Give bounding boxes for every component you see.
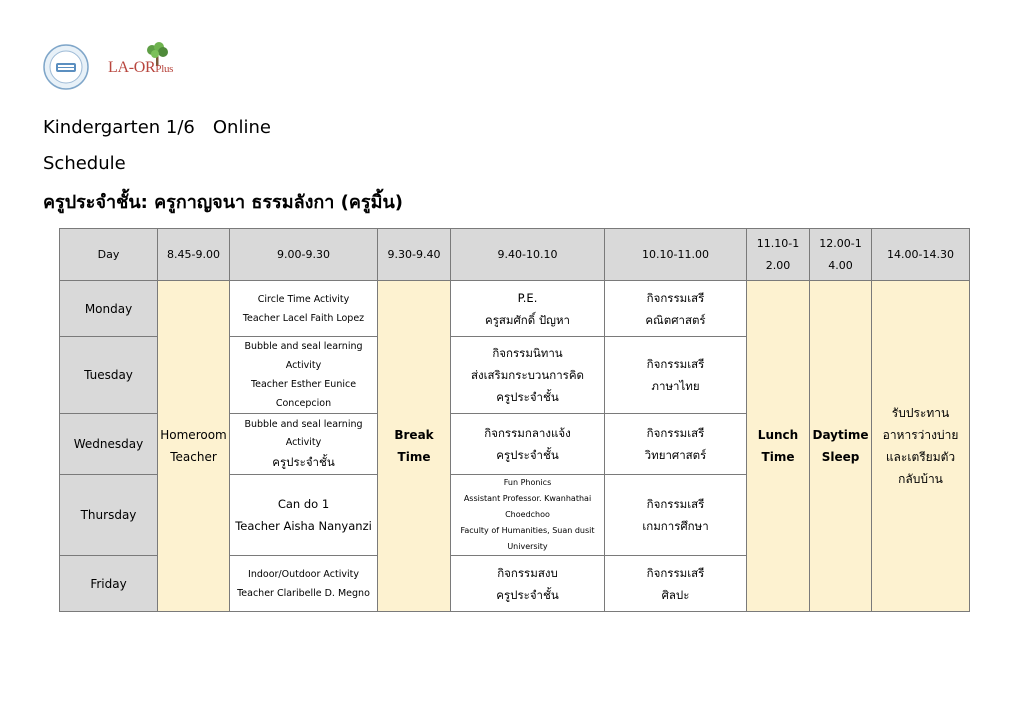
col-header-0845: 8.45-9.00 (158, 229, 230, 281)
col-header-0940: 9.40-10.10 (451, 229, 605, 281)
wednesday-0900: Bubble and seal learning Activity ครูประจำชั้น (230, 414, 378, 475)
col-header-0900: 9.00-9.30 (230, 229, 378, 281)
sleep-cell: Daytime Sleep (810, 281, 872, 612)
day-wednesday: Wednesday (60, 414, 158, 475)
friday-1010: กิจกรรมเสรี ศิลปะ (605, 556, 747, 612)
school-seal-logo (43, 44, 89, 90)
col-header-0930: 9.30-9.40 (378, 229, 451, 281)
lunch-cell: Lunch Time (747, 281, 810, 612)
monday-0940: P.E. ครูสมศักดิ์ ปัญหา (451, 281, 605, 337)
schedule-title: Schedule (43, 153, 126, 174)
day-monday: Monday (60, 281, 158, 337)
snack-cell: รับประทาน อาหารว่างบ่าย และเตรียมตัว กลับบ้าน (872, 281, 970, 612)
thursday-1010: กิจกรรมเสรี เกมการศึกษา (605, 475, 747, 556)
col-header-1200: 12.00-14.00 (810, 229, 872, 281)
day-tuesday: Tuesday (60, 337, 158, 414)
day-thursday: Thursday (60, 475, 158, 556)
class-mode: Online (212, 117, 271, 138)
monday-1010: กิจกรรมเสรี คณิตศาสตร์ (605, 281, 747, 337)
la-or-plus-logo (108, 42, 188, 82)
brand-text: LA-ORPlus (108, 59, 174, 76)
wednesday-0940: กิจกรรมกลางแจ้ง ครูประจำชั้น (451, 414, 605, 475)
friday-0900: Indoor/Outdoor Activity Teacher Claribelle D. Megno (230, 556, 378, 612)
col-header-1400: 14.00-14.30 (872, 229, 970, 281)
col-header-1010: 10.10-11.00 (605, 229, 747, 281)
tuesday-0940: กิจกรรมนิทาน ส่งเสริมกระบวนการคิด ครูประจำชั้น (451, 337, 605, 414)
day-friday: Friday (60, 556, 158, 612)
monday-0900: Circle Time Activity Teacher Lacel Faith Lopez (230, 281, 378, 337)
tuesday-0900: Bubble and seal learning Activity Teacher Esther Eunice Concepcion (230, 337, 378, 414)
header-row (60, 229, 970, 281)
thursday-0940: Fun Phonics Assistant Professor. Kwanhathai Choedchoo Faculty of Humanities, Suan dusit University (451, 475, 605, 556)
homeroom-cell: Homeroom Teacher (158, 281, 230, 612)
col-header-1110: 11.10-12.00 (747, 229, 810, 281)
schedule-table (59, 228, 970, 612)
friday-0940: กิจกรรมสงบ ครูประจำชั้น (451, 556, 605, 612)
homeroom-teacher-title: ครูประจำชั้น: ครูกาญจนา ธรรมลังกา (ครูมิ้น) (43, 192, 403, 213)
break-cell: Break Time (378, 281, 451, 612)
row-monday (60, 281, 970, 337)
tuesday-1010: กิจกรรมเสรี ภาษาไทย (605, 337, 747, 414)
wednesday-1010: กิจกรรมเสรี วิทยาศาสตร์ (605, 414, 747, 475)
thursday-0900: Can do 1 Teacher Aisha Nanyanzi (230, 475, 378, 556)
class-title: Kindergarten 1/6 Online (43, 117, 271, 138)
col-header-day: Day (60, 229, 158, 281)
